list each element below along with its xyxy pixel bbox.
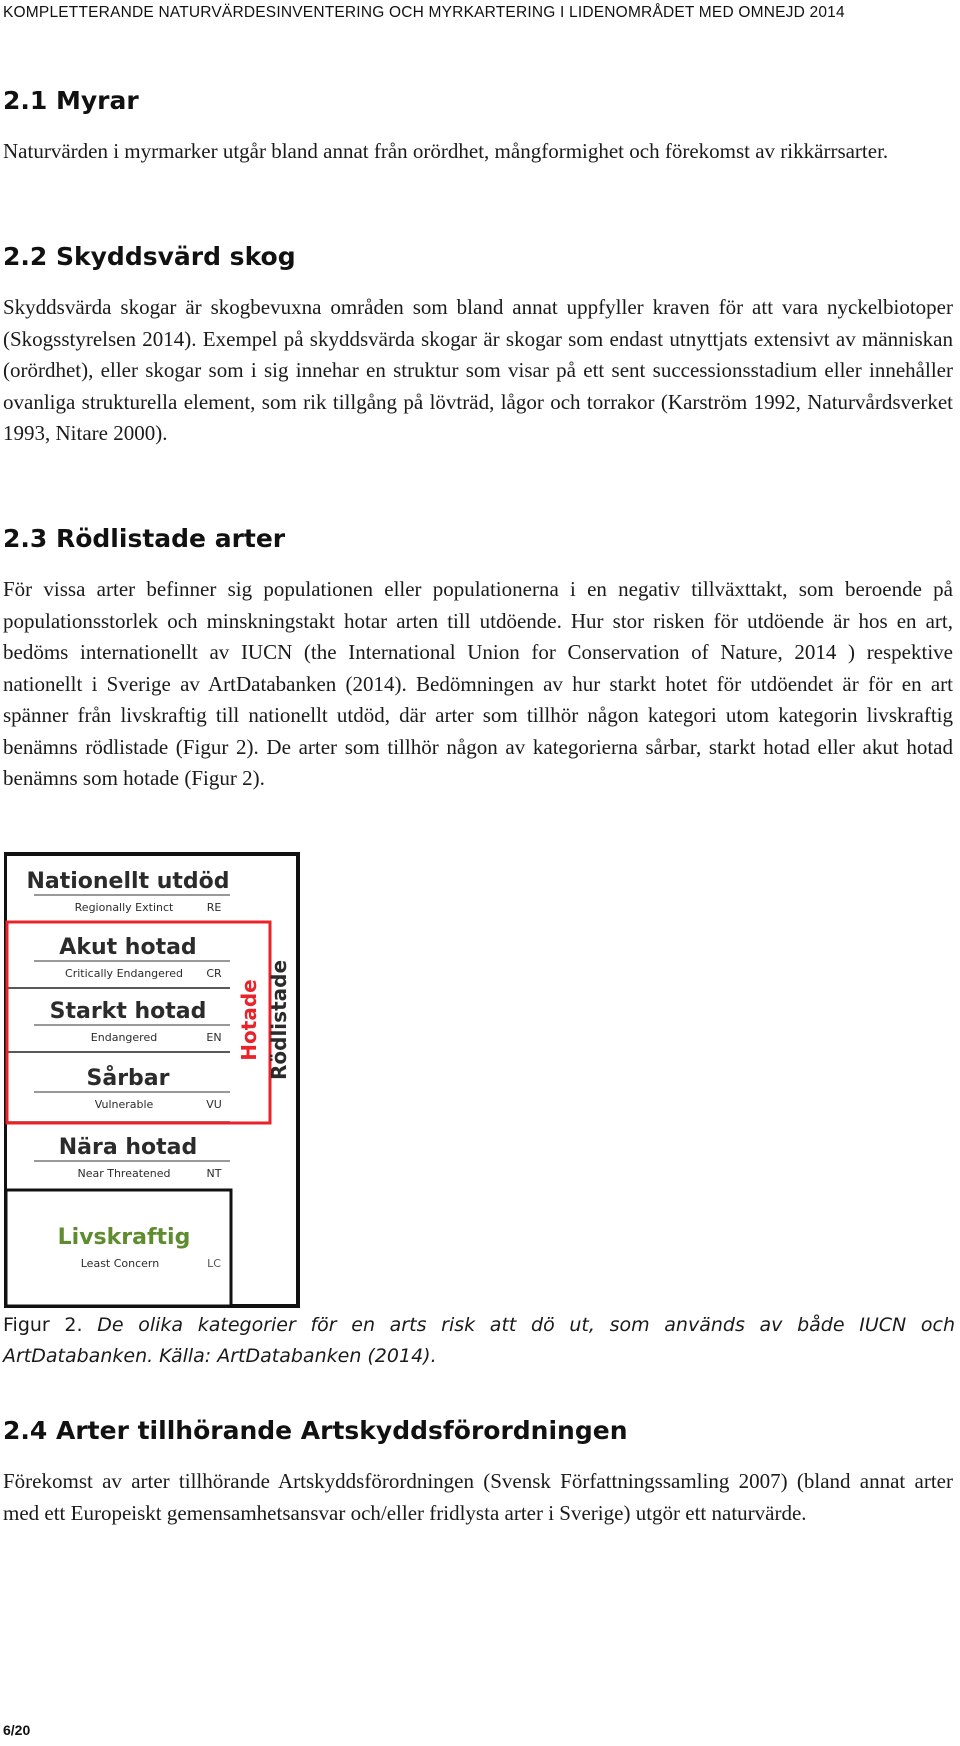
- category-name: Livskraftig: [57, 1225, 191, 1250]
- heading-skyddsvard-skog: 2.2 Skyddsvärd skog: [3, 242, 296, 271]
- category-name: Nationellt utdöd: [26, 869, 230, 894]
- red-list-diagram: [4, 852, 304, 1308]
- rodlistade-label: Rödlistade: [267, 959, 291, 1081]
- heading-myrar: 2.1 Myrar: [3, 86, 139, 115]
- category-code: LC: [207, 1257, 221, 1270]
- category-english: Endangered: [90, 1031, 158, 1044]
- caption-text: De olika kategorier för en arts risk att dö ut, som används av både IUCN och ArtDatabanken. Källa: ArtDatabanken (2014).: [3, 1314, 955, 1367]
- category-code: CR: [206, 967, 222, 980]
- paragraph-myrar: Naturvärden i myrmarker utgår bland annat från orördhet, mångformighet och förekomst av rikkärrsarter.: [3, 139, 889, 163]
- paragraph-skyddsvard-skog: Skyddsvärda skogar är skogbevuxna områden som bland annat uppfyller kraven för att vara nyckelbiotoper (Skogsstyrelsen 2014). Exempel på skyddsvärda skogar är skogar som endast utnyttjats extensivt av människan (orördhet), eller skogar som i sig innehar en struktur som visar på ett sent successionsstadium eller innehåller ovanliga strukturella element, som rik tillgång på lövträd, lågor och torrakor (Karström 1992, Naturvårdsverket 1993, Nitare 2000).: [3, 295, 953, 445]
- category-english: Critically Endangered: [65, 967, 183, 980]
- category-name: Akut hotad: [59, 935, 197, 960]
- category-code: NT: [206, 1167, 222, 1180]
- category-english: Least Concern: [80, 1257, 160, 1270]
- paragraph-artskyddsforordningen: Förekomst av arter tillhörande Artskyddsförordningen (Svensk Författningssamling 2007) (bland annat arter med ett Europeiskt gemensamhetsansvar och/eller fridlysta arter i Sverige) utgör ett naturvärde.: [3, 1469, 953, 1525]
- category-code: RE: [206, 901, 222, 914]
- paragraph-rodlistade-arter: För vissa arter befinner sig populationen eller populationerna i en negativ tillväxttakt, som beroende på populationsstorlek och minskningstakt hotar arten till utdöende. Hur stor risken för utdöende är hos en art, bedöms internationellt av IUCN (the International Union for Conservation of Nature, 2014 ) respektive nationellt i Sverige av ArtDatabanken (2014). Bedömningen av hur starkt hotet för utdöendet är för en art spänner från livskraftig till nationellt utdöd, där arter som tillhör någon kategori utom kategorin livskraftig benämns rödlistade (Figur 2). De arter som tillhör någon av kategorierna sårbar, starkt hotad eller akut hotad benämns som hotade (Figur 2).: [3, 577, 953, 790]
- category-code: EN: [206, 1031, 222, 1044]
- category-code: VU: [206, 1098, 222, 1111]
- category-name: Nära hotad: [58, 1135, 198, 1160]
- hotade-label: Hotade: [237, 979, 261, 1061]
- caption-prefix: Figur 2.: [3, 1314, 83, 1336]
- category-english: Vulnerable: [94, 1098, 154, 1111]
- page-number: 6/20: [3, 1722, 31, 1738]
- category-english: Near Threatened: [77, 1167, 171, 1180]
- red-list-category-figure: [4, 852, 304, 1308]
- category-name: Sårbar: [86, 1066, 170, 1091]
- category-english: Regionally Extinct: [74, 901, 174, 914]
- category-name: Starkt hotad: [49, 999, 207, 1024]
- document-header: KOMPLETTERANDE NATURVÄRDESINVENTERING OCH MYRKARTERING I LIDENOMRÅDET MED OMNEJD 2014: [3, 4, 845, 21]
- heading-rodlistade-arter: 2.3 Rödlistade arter: [3, 524, 286, 553]
- figure-caption: [3, 1310, 955, 1372]
- heading-artskyddsforordningen: 2.4 Arter tillhörande Artskyddsförordningen: [3, 1416, 628, 1445]
